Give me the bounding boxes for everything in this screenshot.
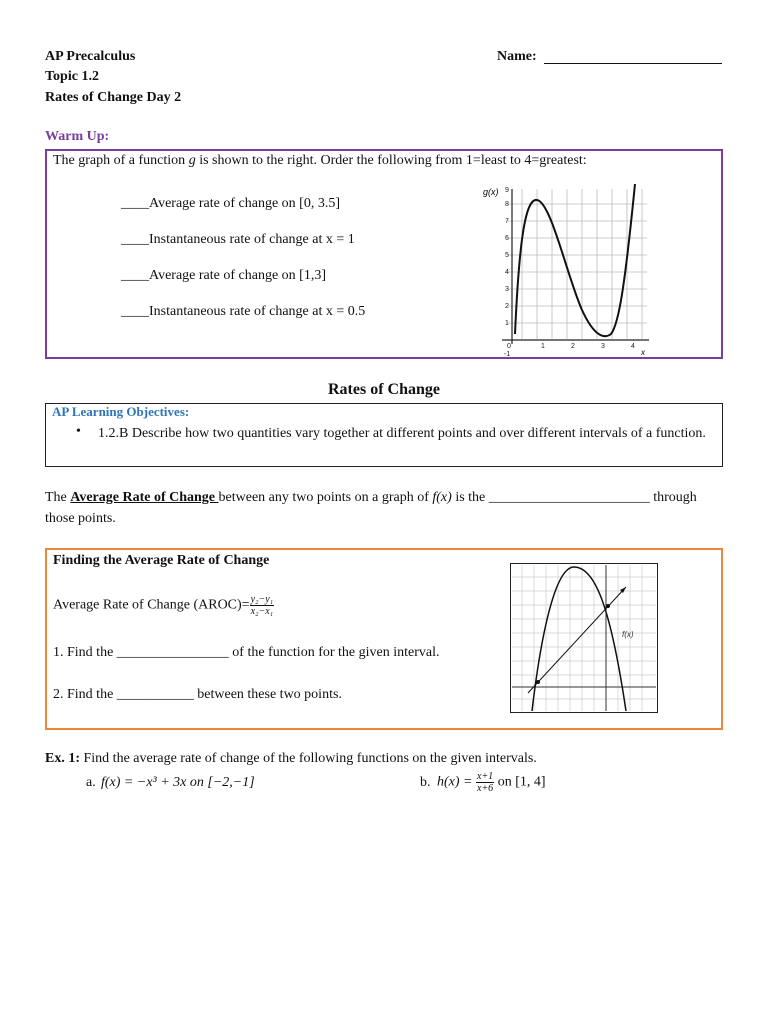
warmup-ylabel: g(x) [483,187,499,197]
warmup-item-2: ____Instantaneous rate of change at x = 1 [121,232,355,247]
warmup-item-1: ____Average rate of change on [0, 3.5] [121,196,340,211]
secant-point [606,604,610,608]
ytick: 3 [505,286,509,293]
example-part-a: f(x) = −x³ + 3x on [−2,−1] [101,775,255,790]
ytick: 4 [505,269,509,276]
ytick: 8 [505,201,509,208]
objectives-title: AP Learning Objectives: [52,404,190,419]
aroc-step-2: 2. Find the ___________ between these two points. [53,687,342,702]
xtick: 3 [601,343,605,350]
aroc-formula: Average Rate of Change (AROC)= $\frac{\text{y₂−y₁}}{\text{x₂−x₁}}$ [53,594,274,617]
example-part-b: h(x) = $\frac{x+1}{x+6}$ on [1, 4] [437,771,546,794]
ytick: 6 [505,235,509,242]
origin-label: -1 [504,351,511,358]
warmup-item-4: ____Instantaneous rate of change at x = 0.5 [121,304,366,319]
objectives-box [45,403,723,467]
name-label: Name: [497,49,537,64]
lesson-title: Rates of Change Day 2 [45,90,182,105]
example-part-b-label: b. [420,775,431,790]
ytick: 9 [505,187,509,194]
origin-label: 0 [507,343,511,350]
warmup-box [45,149,723,359]
ytick: 2 [505,303,509,310]
aroc-box [45,548,723,730]
ytick: 5 [505,252,509,259]
aroc-graph-label: f(x) [622,630,634,639]
aroc-graph [510,563,658,713]
g-curve [515,184,635,336]
xtick: 4 [631,343,635,350]
warmup-prompt: The graph of a function g is shown to the right. Order the following from 1=least to 4=greatest: [53,153,587,168]
section-title: Rates of Change [328,381,440,398]
example-prompt: Ex. 1: Find the average rate of change of the following functions on the given intervals. [45,751,537,766]
warmup-title: Warm Up: [45,129,110,144]
warmup-item-3: ____Average rate of change on [1,3] [121,268,326,283]
objective-text: 1.2.B Describe how two quantities vary together at different points and over different intervals of a function. [98,426,706,441]
aroc-step-1: 1. Find the ________________ of the function for the given interval. [53,645,440,660]
aroc-title: Finding the Average Rate of Change [53,553,270,568]
topic-label: Topic 1.2 [45,69,99,84]
ytick: 1 [505,320,509,327]
example-part-a-label: a. [86,775,96,790]
xtick: 2 [571,343,575,350]
warmup-graph [477,184,657,364]
bullet-icon: • [76,424,81,439]
aroc-definition: The Average Rate of Change between any two points on a graph of f(x) is the _______________________ through those points. [45,490,697,526]
name-line[interactable] [544,63,722,64]
ytick: 7 [505,218,509,225]
course-title: AP Precalculus [45,49,136,64]
warmup-xlabel: x [641,348,645,357]
secant-point [536,680,540,684]
xtick: 1 [541,343,545,350]
